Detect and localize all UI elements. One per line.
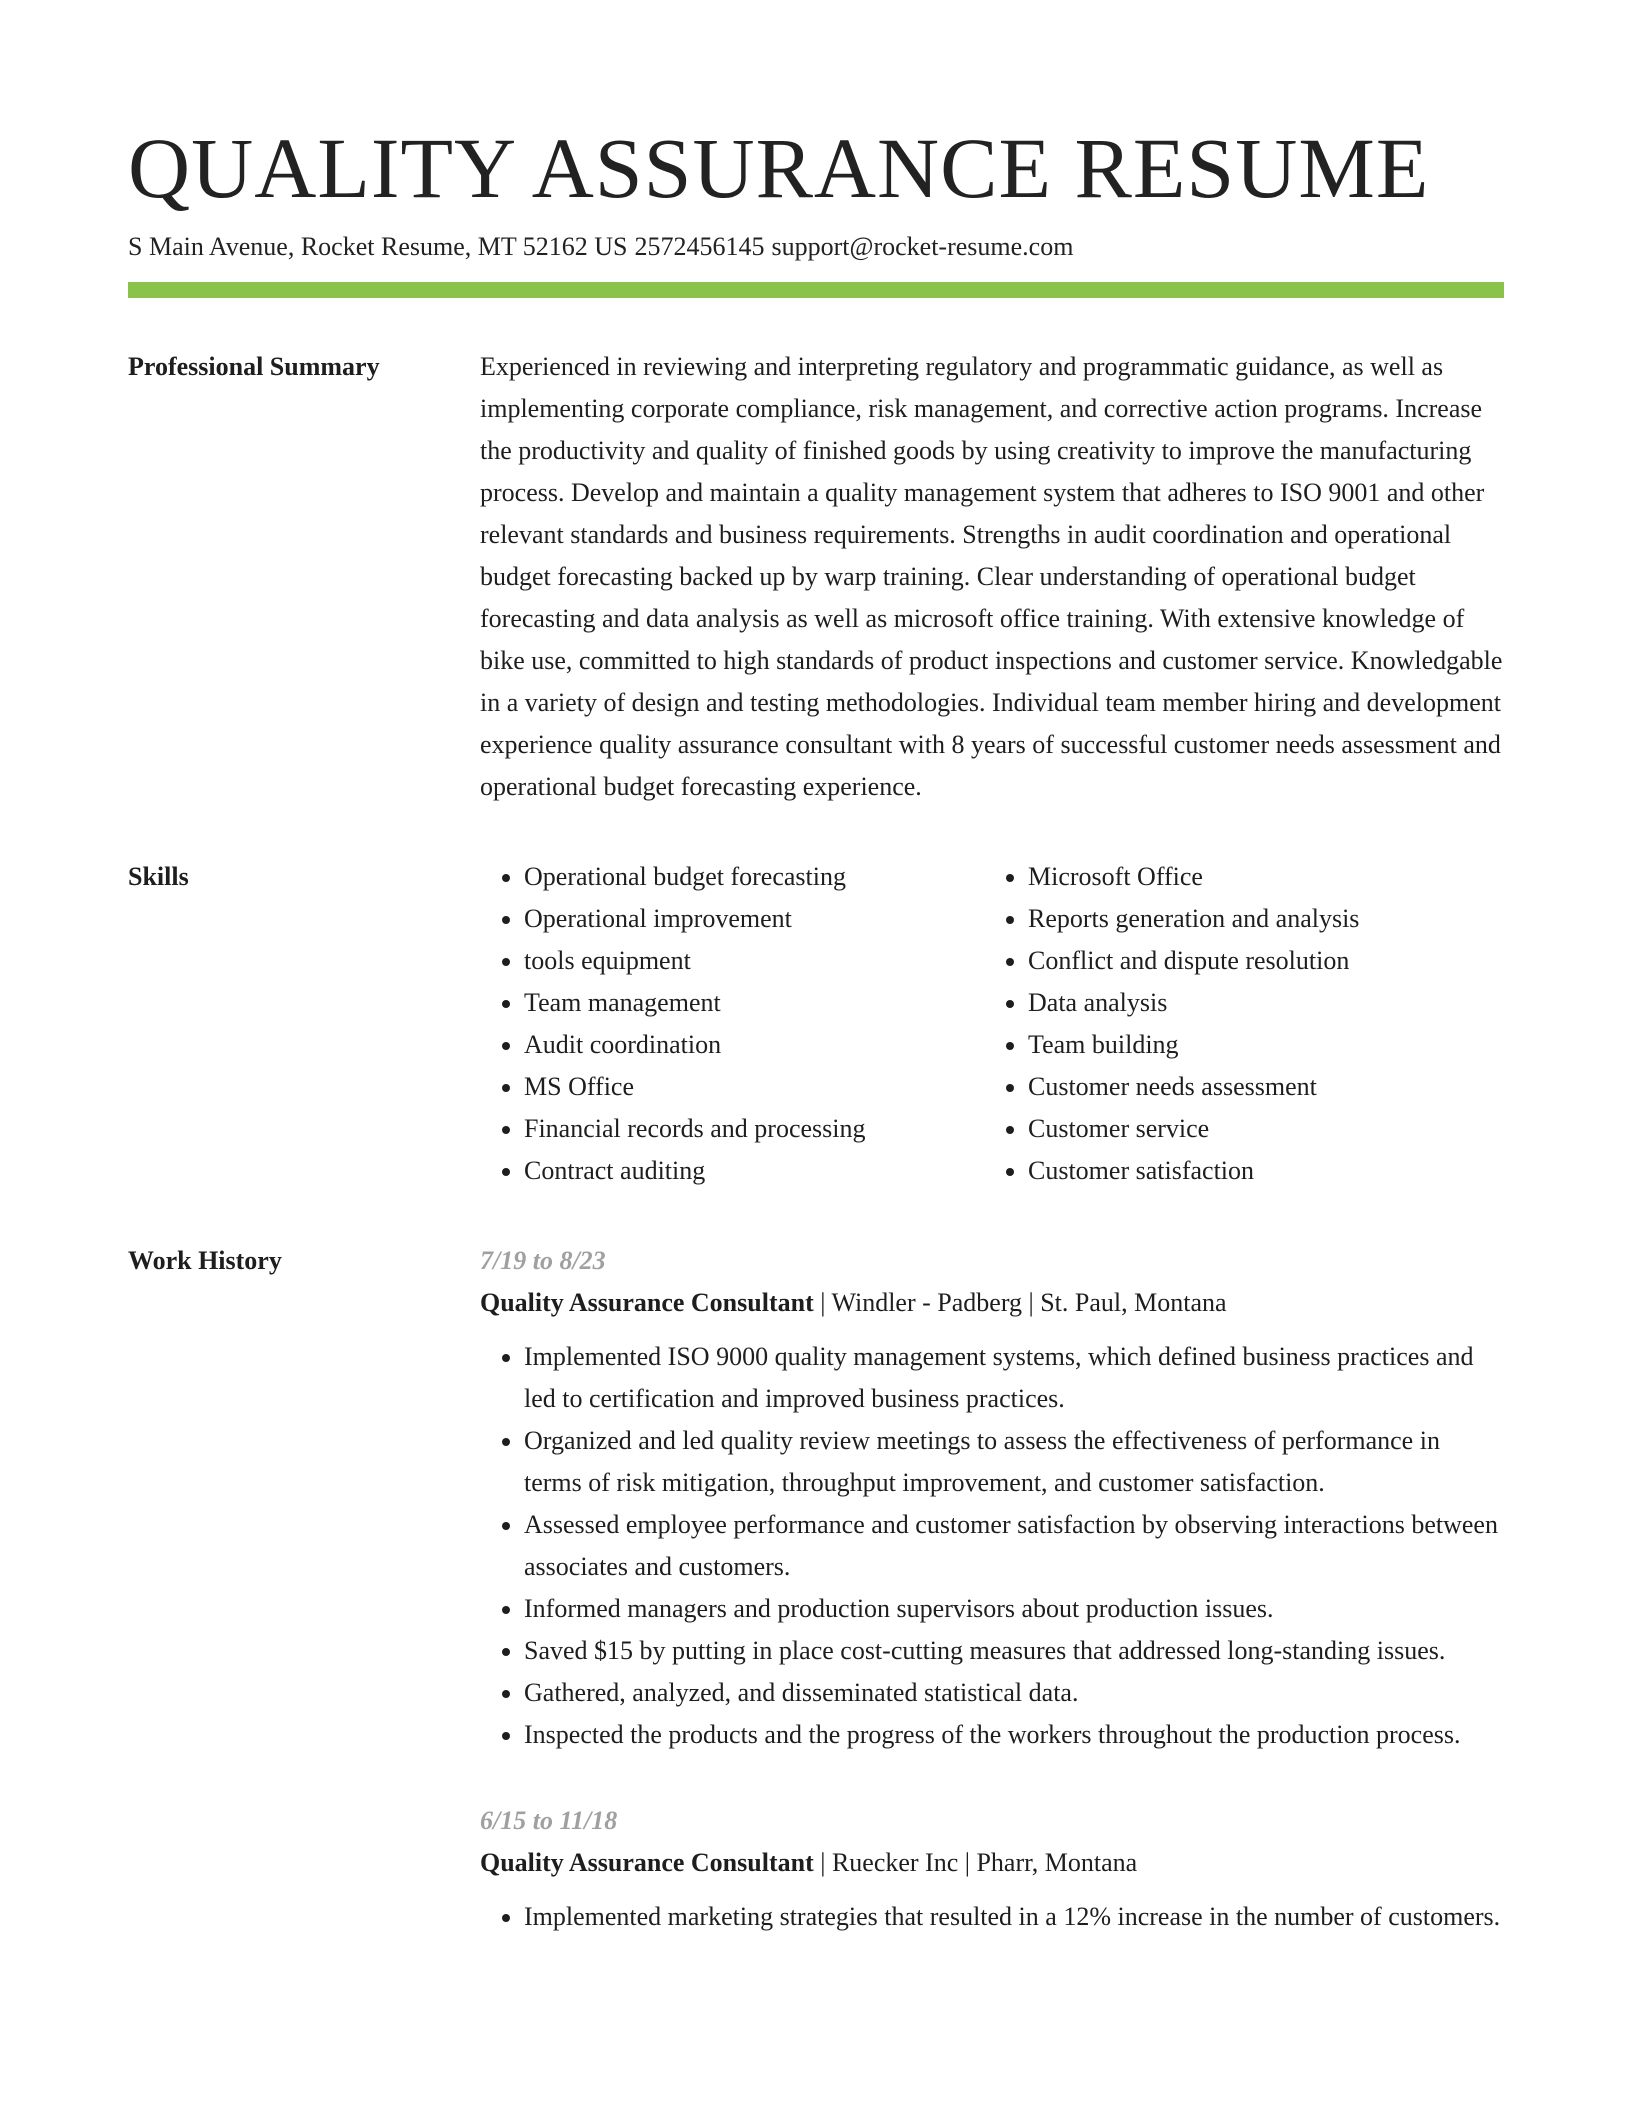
contact-email: support@rocket-resume.com [771, 232, 1074, 261]
skill-item: • Operational improvement [524, 898, 984, 940]
summary-section [128, 346, 1504, 808]
skill-item: • Team building [1028, 1024, 1488, 1066]
summary-text: Experienced in reviewing and interpreting regulatory and programmatic guidance, as well as implementing corporate compliance, risk management, and corrective action programs. Increase the productivity and quality of finished goods by using creativity to improve the manufacturing process. Develop and maintain a quality management system that adheres to ISO 9001 and other relevant standards and business requirements. Strengths in audit coordination and operational budget forecasting backed up by warp training. Clear understanding of operational budget forecasting and data analysis as well as microsoft office training. With extensive knowledge of bike use, committed to high standards of product inspections and customer service. Knowledgable in a variety of design and testing methodologies. Individual team member hiring and development experience quality assurance consultant with 8 years of successful customer needs assessment and operational budget forecasting experience. [480, 352, 1503, 801]
job-dates: 7/19 to 8/23 [480, 1246, 606, 1275]
skills-grid [480, 856, 1504, 1192]
contact-phone: 2572456145 [634, 232, 765, 261]
skill-item: • Conflict and dispute resolution [1028, 940, 1488, 982]
contact-address: S Main Avenue, Rocket Resume, MT 52162 US [128, 232, 628, 261]
job-bullet: • Gathered, analyzed, and disseminated statistical data. [524, 1672, 1504, 1714]
job-bullet: • Assessed employee performance and customer satisfaction by observing interactions between associates and customers. [524, 1504, 1504, 1588]
skill-item: • Operational budget forecasting [524, 856, 984, 898]
job-title: Quality Assurance Consultant [480, 1848, 814, 1877]
summary-heading: Professional Summary [128, 352, 380, 381]
contact-line [128, 230, 1504, 264]
resume-page [128, 118, 1504, 1938]
job-title: Quality Assurance Consultant [480, 1288, 814, 1317]
skill-item: • Reports generation and analysis [1028, 898, 1488, 940]
job-entry [480, 1800, 1504, 1938]
job-bullet: • Informed managers and production supervisors about production issues. [524, 1588, 1504, 1630]
work-history-section [128, 1240, 1504, 1938]
skill-item: • tools equipment [524, 940, 984, 982]
job-heading [480, 1842, 1504, 1884]
job-bullets [480, 1896, 1504, 1938]
job-company-location: | Ruecker Inc | Pharr, Montana [813, 1848, 1138, 1877]
skills-column-1 [480, 856, 984, 1192]
skills-column-2 [984, 856, 1488, 1192]
job-bullets [480, 1336, 1504, 1756]
skill-item: • Team management [524, 982, 984, 1024]
skill-item: • MS Office [524, 1066, 984, 1108]
job-bullet: • Implemented marketing strategies that resulted in a 12% increase in the number of customers. [524, 1896, 1504, 1938]
skills-section [128, 856, 1504, 1192]
accent-divider [128, 282, 1504, 298]
skill-item: • Data analysis [1028, 982, 1488, 1024]
job-company-location: | Windler - Padberg | St. Paul, Montana [813, 1288, 1227, 1317]
skill-item: • Customer service [1028, 1108, 1488, 1150]
skills-heading: Skills [128, 862, 189, 891]
job-bullet: • Organized and led quality review meetings to assess the effectiveness of performance in terms of risk mitigation, throughput improvement, and customer satisfaction. [524, 1420, 1504, 1504]
job-bullet: • Saved $15 by putting in place cost-cutting measures that addressed long-standing issues. [524, 1630, 1504, 1672]
skill-item: • Audit coordination [524, 1024, 984, 1066]
work-history-heading: Work History [128, 1246, 282, 1275]
job-heading [480, 1282, 1504, 1324]
job-list [480, 1240, 1504, 1938]
skill-item: • Customer needs assessment [1028, 1066, 1488, 1108]
resume-title: QUALITY ASSURANCE RESUME [128, 120, 1430, 216]
job-entry [480, 1240, 1504, 1756]
skill-item: • Customer satisfaction [1028, 1150, 1488, 1192]
job-bullet: • Inspected the products and the progress of the workers throughout the production process. [524, 1714, 1504, 1756]
skill-item: • Microsoft Office [1028, 856, 1488, 898]
job-bullet: • Implemented ISO 9000 quality management systems, which defined business practices and led to certification and improved business practices. [524, 1336, 1504, 1420]
skill-item: • Contract auditing [524, 1150, 984, 1192]
job-dates: 6/15 to 11/18 [480, 1806, 618, 1835]
skill-item: • Financial records and processing [524, 1108, 984, 1150]
